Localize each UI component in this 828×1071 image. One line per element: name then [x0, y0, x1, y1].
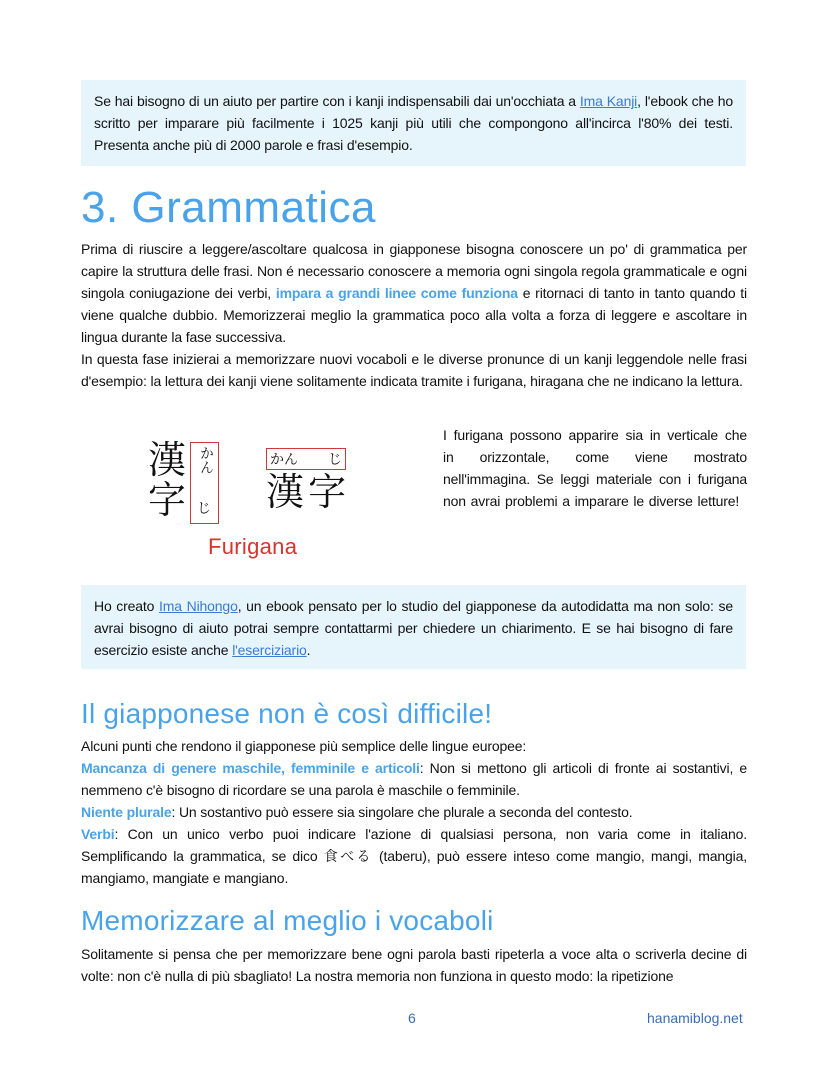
infobox-text [94, 90, 733, 156]
point-genere [81, 757, 747, 801]
vertical-furigana-2: じ [197, 501, 211, 517]
point-genere-title: Mancanza di genere maschile, femminile e articoli [81, 760, 420, 776]
horizontal-furigana-1: かん [270, 452, 298, 468]
grammatica-body [81, 238, 747, 392]
vertical-kanji-2: 字 [148, 478, 187, 522]
furigana-figure [140, 428, 380, 568]
facile-body [81, 735, 747, 889]
nihongo-text-after: . [306, 642, 311, 658]
point-plurale-title: Niente plurale [81, 804, 172, 820]
eserciziario-link[interactable]: l'eserciziario [232, 642, 307, 658]
facile-intro: Alcuni punti che rendono il giapponese più semplice delle lingue europee: [81, 738, 527, 754]
ima-kanji-link[interactable]: Ima Kanji [579, 93, 638, 109]
section-heading-grammatica: 3. Grammatica [81, 183, 377, 232]
nihongo-text-before: Ho creato [94, 598, 160, 614]
vertical-kanji-1: 漢 [148, 438, 187, 482]
section-heading-vocaboli: Memorizzare al meglio i vocaboli [81, 905, 494, 936]
highlight-impara: impara a grandi linee come funziona [275, 285, 518, 301]
furigana-description [443, 424, 747, 512]
infobox-nihongo-text [94, 595, 733, 661]
footer-site-link[interactable]: hanamiblog.net [647, 1010, 743, 1026]
vertical-furigana-1: かん [198, 446, 214, 474]
point-plurale-text: : Un sostantivo può essere sia singolare che plurale a seconda del contesto. [171, 804, 633, 820]
page-number: 6 [408, 1010, 416, 1026]
para1-after: e ritornaci di tanto in tanto quando ti viene qualche dubbio. Memorizzerai meglio la grammatica poco alla volta a forza di leggere e ascoltare in lingua durante la fase successiva. [81, 285, 747, 345]
point-verbi-title: Verbi [81, 826, 115, 842]
grammatica-paragraph-2: In questa fase inizierai a memorizzare nuovi vocaboli e le diverse pronunce di un kanji leggendole nelle frasi d'esempio: la lettura dei kanji viene solitamente indicata tramite i furigana, hiragana che ne indicano la lettura. [81, 351, 747, 389]
point-genere-text: : Non si mettono gli articoli di fronte ai sostantivi, e nemmeno c'è bisogno di ricordare se una parola è maschile o femminile. [81, 760, 747, 798]
point-plurale [81, 801, 747, 823]
infobox-ima-kanji [81, 80, 746, 166]
para1-before: Prima di riuscire a leggere/ascoltare qualcosa in giapponese bisogna conoscere un po' di grammatica per capire la struttura delle frasi. Non é necessario conoscere a memoria ogni singola regola grammaticale e ogni singola coniugazione dei verbi, [81, 241, 747, 301]
infobox-text-after: , l'ebook che ho scritto per imparare più facilmente i 1025 kanji più utili che compongono all'incirca l'80% dei testi. Presenta anche più di 2000 parole e frasi d'esempio. [94, 93, 734, 153]
furigana-caption: Furigana [208, 534, 298, 559]
infobox-ima-nihongo [81, 585, 746, 669]
grammatica-paragraph-1 [81, 238, 747, 348]
section-heading-facile: Il giapponese non è così difficile! [81, 698, 493, 729]
horizontal-kanji: 漢 字 [266, 470, 343, 514]
point-verbi-text: : Con un unico verbo puoi indicare l'azione di qualsiasi persona, non varia come in italiano. Semplificando la grammatica, se dico 食べる (taberu), può essere inteso come mangio, mangi, mangia, mangiamo, mangiate e mangiano. [81, 826, 747, 886]
vocaboli-paragraph: Solitamente si pensa che per memorizzare bene ogni parola basti ripeterla a voce alta o scriverla decine di volte: non c'è nulla di più sbagliato! La nostra memoria non funziona in questo modo: la ripetizione [81, 946, 747, 984]
infobox-text-before: Se hai bisogno di un aiuto per partire con i kanji indispensabili dai un'occhiata a [94, 93, 580, 109]
horizontal-furigana-2: じ [328, 452, 342, 468]
point-verbi [81, 823, 747, 889]
ima-nihongo-link[interactable]: Ima Nihongo [159, 598, 238, 614]
furigana-description-text: I furigana possono apparire sia in verticale che in orizzontale, come viene mostrato nell'immagina. Se leggi materiale con i furigana non avrai problemi a imparare le diverse letture! [443, 427, 747, 509]
vocaboli-body [81, 943, 747, 987]
nihongo-text-middle: , un ebook pensato per lo studio del giapponese da autodidatta ma non solo: se avrai bisogno di aiuto potrai sempre contattarmi per chiedere un chiarimento. E se hai bisogno di fare esercizio esiste anche [94, 598, 733, 658]
